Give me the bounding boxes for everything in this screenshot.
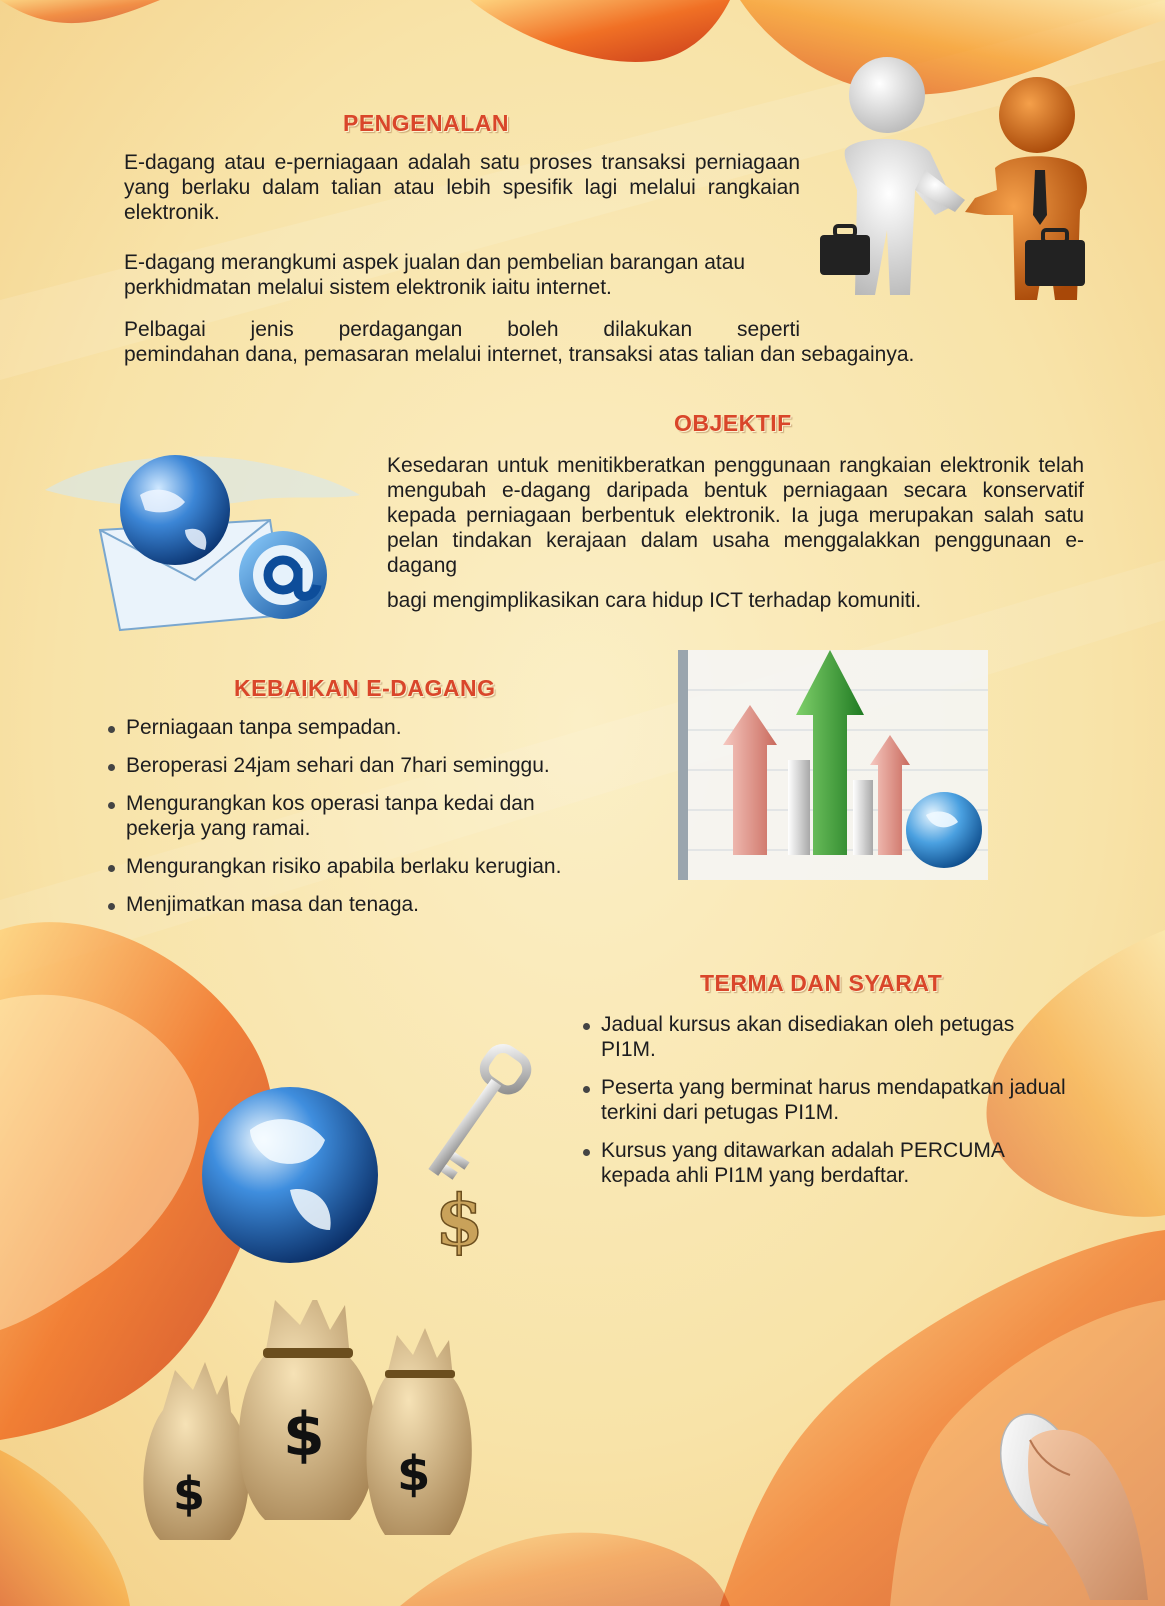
pengenalan-paragraph-2: E-dagang merangkumi aspek jualan dan pembelian barangan atau perkhidmatan melalui sistem elektronik iaitu internet. xyxy=(124,251,746,299)
kebaikan-item: Beroperasi 24jam sehari dan 7hari seminggu. xyxy=(104,753,644,778)
terma-item: Jadual kursus akan disediakan oleh petugas PI1M. xyxy=(579,1012,1071,1062)
terma-heading: TERMA DAN SYARAT xyxy=(700,970,943,996)
pengenalan-paragraph-1: E-dagang atau e-perniagaan adalah satu proses transaksi perniagaan yang berlaku dalam talian atau lebih spesifik lagi melalui rangkaian elektronik. xyxy=(124,151,800,224)
objektif-heading: OBJEKTIF xyxy=(674,410,792,436)
kebaikan-item: Mengurangkan risiko apabila berlaku kerugian. xyxy=(104,854,644,879)
svg-text:$: $ xyxy=(435,1179,484,1262)
pengenalan-heading: PENGENALAN xyxy=(343,110,510,136)
terma-list xyxy=(579,1012,1099,1201)
handshake-figures-illustration xyxy=(815,40,1115,310)
svg-text:$: $ xyxy=(397,1446,431,1502)
globe-with-key-illustration xyxy=(200,1040,540,1270)
kebaikan-item: Perniagaan tanpa sempadan. xyxy=(104,715,644,740)
email-globe-illustration xyxy=(35,440,365,640)
svg-text:$: $ xyxy=(173,1467,206,1521)
growth-chart-illustration xyxy=(678,650,998,900)
pengenalan-paragraph-3b: pemindahan dana, pemasaran melalui internet, transaksi atas talian dan sebagainya. xyxy=(124,343,915,366)
hand-on-mouse-illustration xyxy=(1000,1400,1150,1600)
money-bags-illustration xyxy=(135,1300,475,1560)
kebaikan-list xyxy=(104,715,644,930)
objektif-paragraph: Kesedaran untuk menitikberatkan penggunaan rangkaian elektronik telah mengubah e-dagang daripada bentuk perniagaan secara konservatif kepada perniagaan berbentuk elektronik. Ia juga merupakan salah satu pelan tindakan kerajaan dalam usaha menggalakkan penggunaan e-dagang xyxy=(387,454,1084,577)
kebaikan-heading: KEBAIKAN E-DAGANG xyxy=(234,675,496,701)
pengenalan-paragraph-3a: Pelbagai jenis perdagangan boleh dilakukan seperti xyxy=(124,318,800,341)
svg-text:$: $ xyxy=(283,1400,325,1470)
terma-item: Peserta yang berminat harus mendapatkan jadual terkini dari petugas PI1M. xyxy=(579,1075,1081,1125)
terma-item: Kursus yang ditawarkan adalah PERCUMA kepada ahli PI1M yang berdaftar. xyxy=(579,1138,1071,1188)
kebaikan-item: Menjimatkan masa dan tenaga. xyxy=(104,892,644,917)
kebaikan-item: Mengurangkan kos operasi tanpa kedai dan pekerja yang ramai. xyxy=(104,791,606,841)
objektif-paragraph-last-line: bagi mengimplikasikan cara hidup ICT terhadap komuniti. xyxy=(387,589,922,612)
